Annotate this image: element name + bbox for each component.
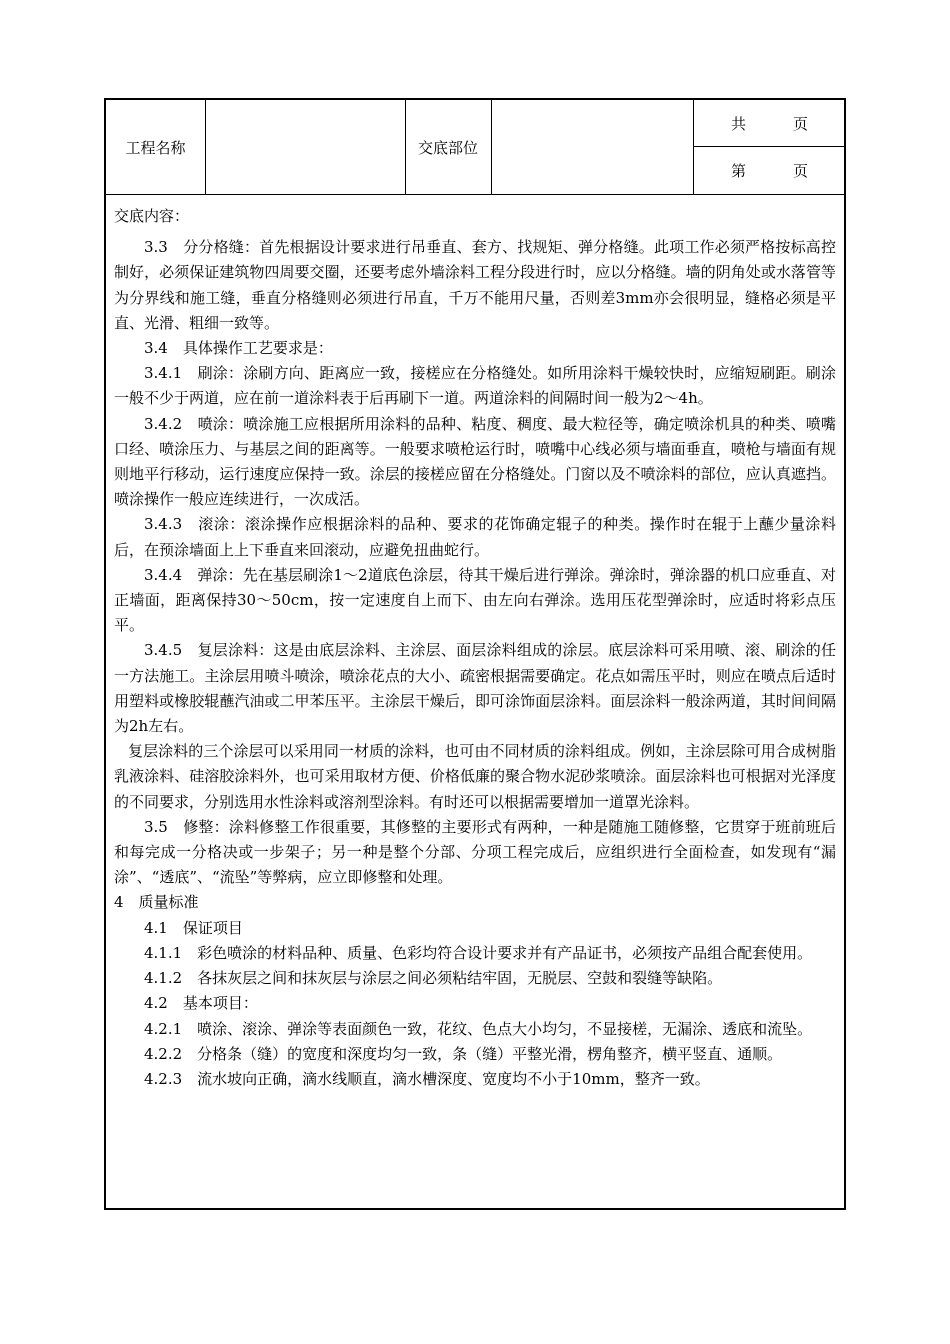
total-pages-cell	[693, 100, 844, 146]
project-name-label: 工程名称	[125, 138, 186, 157]
paragraph: 4.2.2 分格条（缝）的宽度和深度均匀一致，条（缝）平整光滑，楞角整齐，横平竖直、通顺。	[144, 1044, 783, 1063]
paragraph: 4.1.2 各抹灰层之间和抹灰层与涂层之间必须粘结牢固，无脱层、空鼓和裂缝等缺陷。	[144, 969, 723, 988]
paragraph: 3.5 修整：涂料修整工作很重要，其修整的主要形式有两种，一种是随施工随修整，它贯穿于班前班后和每完成一分格决或一步架子；另一种是整个分部、分项工程完成后，应组织进行全面检查，如发现有“漏涂”、“透底”、“流坠”等弊病，应立即修整和处理。	[114, 817, 836, 887]
disclosure-content	[114, 204, 836, 1092]
paragraph: 4.2.3 流水坡向正确，滴水线顺直，滴水槽深度、宽度均不小于10mm，整齐一致。	[144, 1069, 710, 1088]
paragraph: 3.4 具体操作工艺要求是：	[144, 339, 333, 358]
page-number-cell	[693, 147, 844, 193]
page-number-suffix: 页	[793, 161, 809, 180]
paragraph: 4.1.1 彩色喷涂的材料品种、质量、色彩均符合设计要求并有产品证书，必须按产品组合配套使用。	[144, 943, 813, 962]
paragraph: 4.1 保证项目	[144, 918, 243, 937]
paragraph: 4.2 基本项目：	[144, 994, 258, 1013]
project-name-value	[205, 100, 405, 194]
disclosure-part-value	[491, 100, 693, 194]
paragraph: 3.3 分分格缝：首先根据设计要求进行吊垂直、套方、找规矩、弹分格缝。此项工作必须严格按标高控制好，必须保证建筑物四周要交圈，还要考虑外墙涂料工程分段进行时，应以分格缝。墙的阴角处或水落管等为分界线和施工缝，垂直分格缝则必须进行吊直，千万不能用尺量，否则差3mm亦会很明显，缝格必须是平直、光滑、粗细一致等。	[114, 238, 836, 332]
paragraph: 3.4.2 喷涂：喷涂施工应根据所用涂料的品种、粘度、稠度、最大粒径等，确定喷涂机具的种类、喷嘴口经、喷涂压力、与基层之间的距离等。一般要求喷枪运行时，喷嘴中心线必须与墙面垂直，喷枪与墙面有规则地平行移动，运行速度应保持一致。涂层的接槎应留在分格缝处。门窗以及不喷涂料的部位，应认真遮挡。喷涂操作一般应连续进行，一次成活。	[114, 414, 836, 509]
paragraph: 3.4.5 复层涂料：这是由底层涂料、主涂层、面层涂料组成的涂层。底层涂料可采用喷、滚、刷涂的任一方法施工。主涂层用喷斗喷涂，喷涂花点的大小、疏密根据需要确定。花点如需压平时，则应在喷点后适时用塑料或橡胶辊蘸汽油或二甲苯压平。主涂层干燥后，即可涂饰面层涂料。面层涂料一般涂两道，其时间间隔为2h左右。	[114, 641, 836, 736]
content-title: 交底内容：	[114, 207, 190, 225]
disclosure-part-label: 交底部位	[417, 138, 478, 157]
disclosure-form	[104, 98, 846, 1210]
paragraph: 3.4.4 弹涂：先在基层刷涂1～2道底色涂层，待其干燥后进行弹涂。弹涂时，弹涂器的机口应垂直、对正墙面，距离保持30～50cm，按一定速度自上而下、由左向右弹涂。选用压花型弹涂时，应适时将彩点压平。	[114, 565, 836, 635]
paragraph: 3.4.3 滚涂：滚涂操作应根据涂料的品种、要求的花饰确定辊子的种类。操作时在辊于上蘸少量涂料后，在预涂墙面上上下垂直来回滚动，应避免扭曲蛇行。	[114, 515, 836, 559]
paragraph: 复层涂料的三个涂层可以采用同一材质的涂料，也可由不同材质的涂料组成。例如，主涂层除可用合成树脂乳液涂料、硅溶胶涂料外，也可采用取材方便、价格低廉的聚合物水泥砂浆喷涂。面层涂料也可根据对光泽度的不同要求，分别选用水性涂料或溶剂型涂料。有时还可以根据需要增加一道罩光涂料。	[114, 742, 836, 811]
total-pages-prefix: 共	[731, 114, 747, 133]
paragraph: 4.2.1 喷涂、滚涂、弹涂等表面颜色一致，花纹、色点大小均匀，不显接槎，无漏涂、透底和流坠。	[144, 1019, 813, 1038]
page-number-prefix: 第	[731, 161, 747, 180]
header-table	[106, 100, 844, 195]
total-pages-suffix: 页	[793, 114, 809, 133]
section-heading: 4 质量标准	[114, 893, 199, 912]
paragraph: 3.4.1 刷涂：涂刷方向、距离应一致，接槎应在分格缝处。如所用涂料干燥较快时，应缩短刷距。刷涂一般不少于两道，应在前一道涂料表于后再刷下一道。两道涂料的间隔时间一般为2～4h。	[114, 364, 836, 408]
